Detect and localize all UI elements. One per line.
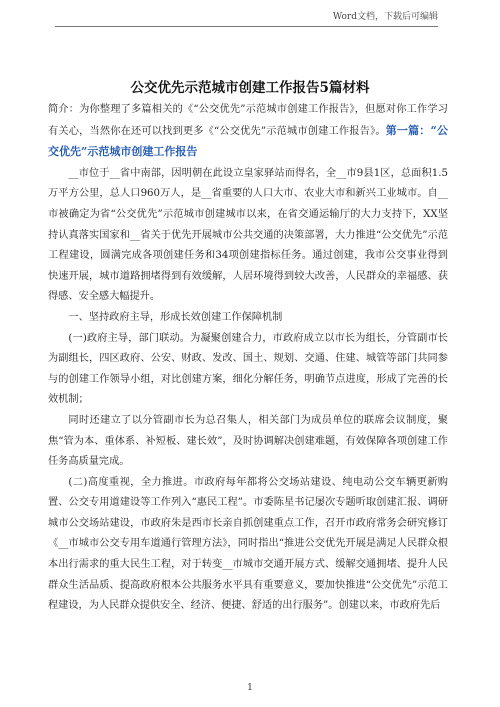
body-paragraph: 同时还建立了以分管副市长为总召集人，相关部门为成员单位的联席会议制度，聚焦“管为本、重体系、补短板、建长效”，及时协调解决创建难题，有效保障各项创建工作任务高质量完成。: [48, 414, 448, 468]
header-note: Word文档，下载后可编辑: [332, 12, 438, 22]
intro-paragraph: [48, 100, 448, 164]
body-paragraph: __市位于__省中南部，因明朝在此设立皇家驿站而得名，全__市9县1区，总面积1.5万平方公里，总人口960万人，是__省重要的人口大市、农业大市和新兴工业城市。自__市被确定为省“公交优先”示范城市创建城市以来，在省交通运输厅的大力支持下，XX坚持认真落实国家和__省关于优先开展城市公共交通的决策部署，大力推进“公交优先”示范工程建设，圆满完成各项创建任务和34项创建指标任务。通过创建，我市公交事业得到快速开展，城市道路拥堵得到有效缓解，人居环境得到较大改善，人民群众的幸福感、获得感、安全感大幅提升。: [48, 167, 448, 303]
document-title: 公交优先示范城市创建工作报告5篇材料: [130, 80, 370, 96]
intro-text: 简介：为你整理了多篇相关的《“公交优先”示范城市创建工作报告》，但愿对你工作学习有关心，当然你在还可以找到更多《“公交优先”示范城市创建工作报告》。: [48, 104, 448, 137]
header-divider: [55, 26, 438, 27]
body-paragraph: (二)高度重视，全力推进。市政府每年都将公交场站建设、纯电动公交车辆更新购置、公交专用道建设等工作列入“惠民工程”。市委陈星书记屡次专题听取创建汇报、调研城市公交场站建设，市政府朱是西市长亲自抓创建重点工作，召开市政府常务会研究修订《__市城市公交专用车道通行管理方法》，同时指出“推进公交优先开展是满足人民群众根本出行需求的重大民生工程，对于转变__市城市交通开展方式、缓解交通拥堵、提升人民群众生活品质、提高政府根本公共服务水平具有重要意义，要加快推进“公交优先”示范工程建设，为人民群众提供安全、经济、便捷、舒适的出行服务”。创建以来，市政府先后: [48, 476, 448, 612]
subsection-heading: 一、坚持政府主导，形成长效创建工作保障机制: [68, 311, 283, 323]
document-body: [48, 100, 448, 617]
page-number: 1: [247, 683, 253, 693]
body-paragraph: (一)政府主导，部门联动。为凝聚创建合力，市政府成立以市长为组长，分管副市长为副组长，四区政府、公安、财政、发改、国土、规划、交通、住建、城管等部门共同参与的创建工作领导小组，对比创建方案，细化分解任务，明确节点进度，形成了完善的长效机制；: [48, 332, 448, 406]
section-heading: 第一篇：“公交优先”示范城市创建工作报告: [48, 123, 448, 159]
